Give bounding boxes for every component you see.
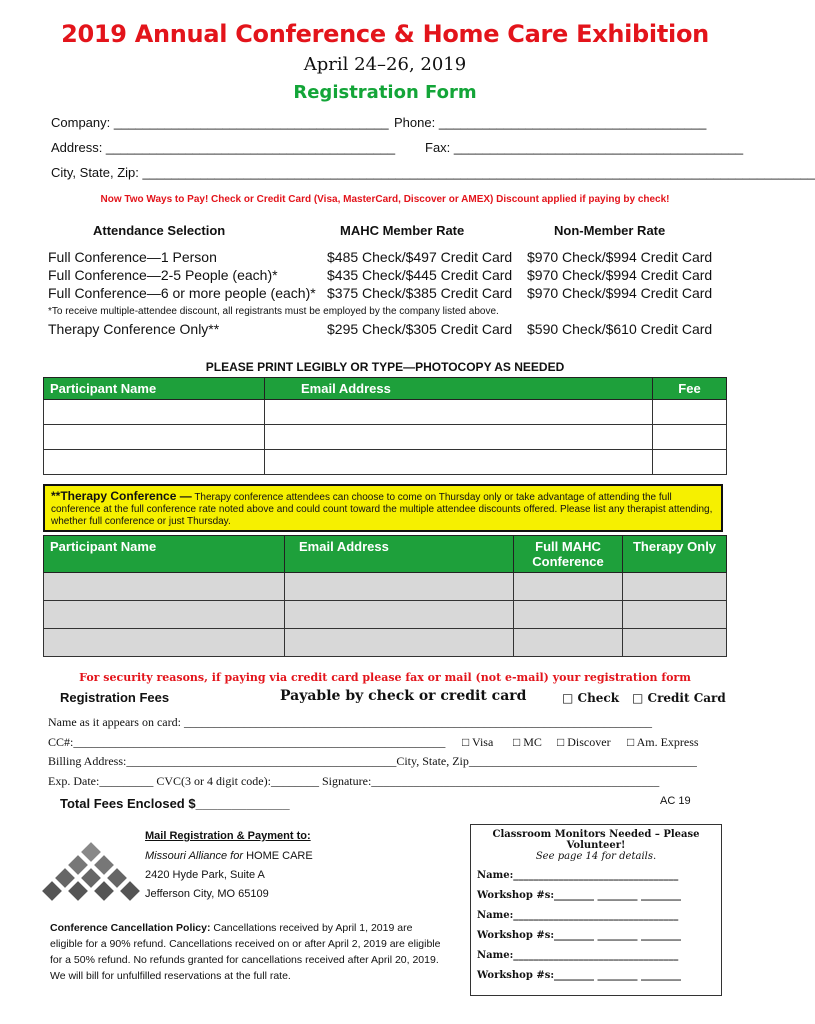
therapy-email-cell[interactable] <box>285 573 514 601</box>
discount-footnote: *To receive multiple-attendee discount, all registrants must be employed by the company listed above. <box>48 306 499 317</box>
table-row <box>44 450 727 475</box>
fee-cell[interactable] <box>653 400 727 425</box>
phone-field[interactable]: Phone: _____________________________________ <box>394 115 707 130</box>
full-conference-cell[interactable] <box>514 629 623 657</box>
rate-label-3: Full Conference—6 or more people (each)* <box>48 285 316 301</box>
rate-member-3: $375 Check/$385 Credit Card <box>327 285 513 301</box>
rate-member-therapy: $295 Check/$305 Credit Card <box>327 321 513 337</box>
cancellation-policy <box>50 920 445 984</box>
address-field[interactable]: Address: ________________________________________ <box>51 140 396 155</box>
therapy-only-cell[interactable] <box>623 601 727 629</box>
city-state-zip-field[interactable]: City, State, Zip: _____________________________________________________________________________________________ <box>51 165 815 180</box>
cancellation-heading: Conference Cancellation Policy: <box>50 922 211 934</box>
company-field[interactable]: Company: ______________________________________ <box>51 115 389 130</box>
monitor-workshop-3[interactable]: Workshop #s:________ ________ ________ <box>477 970 681 981</box>
monitor-workshop-2[interactable]: Workshop #s:________ ________ ________ <box>477 930 681 941</box>
rate-nonmember-3: $970 Check/$994 Credit Card <box>527 285 713 301</box>
therapy-only-cell[interactable] <box>623 629 727 657</box>
therapy-name-cell[interactable] <box>44 601 285 629</box>
fee-cell[interactable] <box>653 450 727 475</box>
table-row <box>44 601 727 629</box>
table-row <box>44 573 727 601</box>
col-nonmember-rate: Non-Member Rate <box>554 223 666 238</box>
cancellation-text: Cancellations received by April 1, 2019 are eligible for a 90% refund. Cancellations received on or after April 2, 2019 are eligible for a 50% refund. No refunds granted for cancellations received after April 20, 2019. We will bill for unfulfilled reservations at the full rate. <box>50 922 441 982</box>
registration-fees-label: Registration Fees <box>60 690 170 705</box>
table-row <box>44 400 727 425</box>
monitor-name-1[interactable]: Name:_________________________________ <box>477 870 679 881</box>
email-cell[interactable] <box>265 450 653 475</box>
fee-cell[interactable] <box>653 425 727 450</box>
rate-member-1: $485 Check/$497 Credit Card <box>327 249 513 265</box>
col-member-rate: MAHC Member Rate <box>340 223 465 238</box>
mail-org-italic: Missouri Alliance for <box>145 850 244 862</box>
therapy-note-lead: **Therapy Conference — <box>51 489 192 503</box>
rate-member-2: $435 Check/$445 Credit Card <box>327 267 513 283</box>
therapy-note-text: Therapy conference attendees can choose to come on Thursday only or take advantage of attending the full conference at the full conference rate noted above and could count toward the multiple attendee discounts offered. Please list any therapist attending, whether full conference or just Thursday. <box>51 492 713 527</box>
header-participant-name: Participant Name <box>44 378 265 400</box>
mail-org-rest: HOME CARE <box>243 850 313 862</box>
header-therapy-participant-name: Participant Name <box>44 536 285 573</box>
payable-label: Payable by check or credit card <box>280 688 527 704</box>
monitors-sub: See page 14 for details. <box>535 851 657 862</box>
therapy-email-cell[interactable] <box>285 629 514 657</box>
total-fees-field[interactable]: Total Fees Enclosed $_____________ <box>60 796 290 811</box>
visa-checkbox[interactable]: □ Visa <box>462 735 494 749</box>
form-code: AC 19 <box>660 795 691 807</box>
email-cell[interactable] <box>265 400 653 425</box>
mc-checkbox[interactable]: □ MC <box>513 735 542 749</box>
table-row <box>44 629 727 657</box>
name-on-card-field[interactable]: Name as it appears on card: ______________________________________________________________________________ <box>48 715 652 729</box>
discover-checkbox[interactable]: □ Discover <box>557 735 611 749</box>
conference-dates: April 24–26, 2019 <box>303 54 467 75</box>
header-email: Email Address <box>265 378 653 400</box>
mail-org <box>145 850 313 862</box>
participants-table <box>43 377 727 475</box>
fax-field[interactable]: Fax: ________________________________________ <box>425 140 744 155</box>
table-row <box>44 425 727 450</box>
full-conference-cell[interactable] <box>514 601 623 629</box>
therapy-note <box>43 484 723 532</box>
header-fee: Fee <box>653 378 727 400</box>
therapy-name-cell[interactable] <box>44 573 285 601</box>
rate-nonmember-therapy: $590 Check/$610 Credit Card <box>527 321 713 337</box>
therapy-table <box>43 535 727 657</box>
amex-checkbox[interactable]: □ Am. Express <box>627 735 699 749</box>
col-attendance-selection: Attendance Selection <box>93 223 226 238</box>
credit-card-checkbox[interactable]: □ Credit Card <box>632 691 726 705</box>
mail-heading: Mail Registration & Payment to: <box>145 830 311 842</box>
rate-label-therapy: Therapy Conference Only** <box>48 321 220 337</box>
monitor-workshop-1[interactable]: Workshop #s:________ ________ ________ <box>477 890 681 901</box>
email-cell[interactable] <box>265 425 653 450</box>
full-conference-cell[interactable] <box>514 573 623 601</box>
header-full-conference: Full MAHC Conference <box>514 536 623 573</box>
security-note: For security reasons, if paying via credit card please fax or mail (not e-mail) your registration form <box>79 671 691 684</box>
form-subtitle: Registration Form <box>293 82 477 103</box>
check-checkbox[interactable]: □ Check <box>562 691 620 705</box>
monitors-box <box>470 824 722 996</box>
rate-nonmember-1: $970 Check/$994 Credit Card <box>527 249 713 265</box>
participant-name-cell[interactable] <box>44 425 265 450</box>
header-therapy-only: Therapy Only <box>623 536 727 573</box>
payment-note: Now Two Ways to Pay! Check or Credit Card (Visa, MasterCard, Discover or AMEX) Discount applied if paying by check! <box>100 194 670 205</box>
alliance-logo-icon <box>44 843 140 909</box>
page-title: 2019 Annual Conference & Home Care Exhibition <box>61 20 709 48</box>
monitor-name-3[interactable]: Name:_________________________________ <box>477 950 679 961</box>
therapy-only-cell[interactable] <box>623 573 727 601</box>
cc-number-field[interactable]: CC#:______________________________________________________________ <box>48 735 446 749</box>
rate-nonmember-2: $970 Check/$994 Credit Card <box>527 267 713 283</box>
header-therapy-email: Email Address <box>285 536 514 573</box>
monitors-heading: Classroom Monitors Needed – Please Volunteer! <box>492 829 700 851</box>
monitor-name-2[interactable]: Name:_________________________________ <box>477 910 679 921</box>
print-note: PLEASE PRINT LEGIBLY OR TYPE—PHOTOCOPY AS NEEDED <box>205 360 565 374</box>
mail-city: Jefferson City, MO 65109 <box>145 888 269 900</box>
participant-name-cell[interactable] <box>44 400 265 425</box>
exp-cvc-signature-field[interactable]: Exp. Date:_________ CVC(3 or 4 digit code):________ Signature:________________________________________________ <box>48 774 660 788</box>
mail-street: 2420 Hyde Park, Suite A <box>145 869 265 881</box>
therapy-name-cell[interactable] <box>44 629 285 657</box>
billing-address-field[interactable]: Billing Address:_____________________________________________City, State, Zip______________________________________ <box>48 754 697 768</box>
therapy-email-cell[interactable] <box>285 601 514 629</box>
participant-name-cell[interactable] <box>44 450 265 475</box>
rate-label-1: Full Conference—1 Person <box>48 249 217 265</box>
rate-label-2: Full Conference—2-5 People (each)* <box>48 267 278 283</box>
